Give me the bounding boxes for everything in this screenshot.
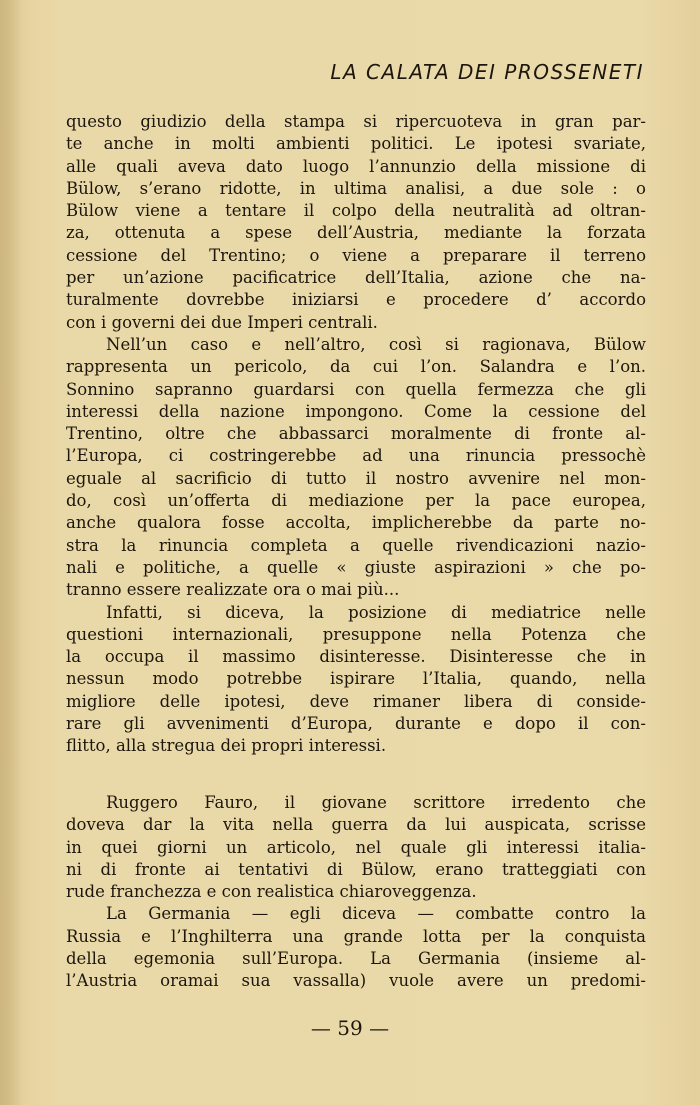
text-line: anche qualora fosse accolta, implicherebbe da parte no- (66, 513, 646, 533)
text-line: la occupa il massimo disinteresse. Disinteresse che in (66, 647, 646, 667)
text-line: nessun modo potrebbe ispirare l’Italia, quando, nella (66, 669, 646, 689)
text-line: in quei giorni un articolo, nel quale gli interessi italia- (66, 837, 646, 857)
text-line: Ruggero Fauro, il giovane scrittore irredento che (106, 793, 646, 812)
text-line: eguale al sacrificio di tutto il nostro avvenire nel mon- (66, 468, 646, 488)
page-number: — 59 — (310, 1016, 390, 1040)
page-spine-shadow (0, 0, 22, 1105)
text-line: te anche in molti ambienti politici. Le ipotesi svariate, (66, 134, 646, 154)
text-line: za, ottenuta a spese dell’Austria, mediante la forzata (66, 223, 646, 243)
text-line: turalmente dovrebbe iniziarsi e procedere d’ accordo (66, 290, 646, 310)
text-line: Nell’un caso e nell’altro, così si ragionava, Bülow (106, 334, 646, 354)
text-line: l’Austria oramai sua vassalla) vuole avere un predomi- (66, 971, 646, 991)
text-line: per un’azione pacificatrice dell’Italia, azione che na- (66, 268, 646, 288)
text-line: stra la rinuncia completa a quelle rivendicazioni nazio- (66, 535, 646, 555)
text-line: nali e politiche, a quelle « giuste aspirazioni » che po- (66, 557, 646, 577)
text-block-1 (66, 111, 646, 758)
text-line: interessi della nazione impongono. Come la cessione del (66, 401, 646, 421)
text-line: questo giudizio della stampa si ripercuoteva in gran par- (66, 112, 646, 131)
text-line: Russia e l’Inghilterra una grande lotta per la conquista (66, 926, 646, 946)
text-line: doveva dar la vita nella guerra da lui auspicata, scrisse (66, 815, 646, 835)
text-line: rude franchezza e con realistica chiaroveggenza. (66, 882, 477, 902)
text-line: migliore delle ipotesi, deve rimaner libera di conside- (66, 691, 646, 711)
text-line: l’Europa, ci costringerebbe ad una rinuncia pressochè (66, 446, 646, 466)
text-line: La Germania — egli diceva — combatte contro la (106, 904, 646, 924)
text-block-2 (66, 792, 646, 993)
text-line: della egemonia sull’Europa. La Germania (insieme al- (66, 949, 646, 969)
text-line: tranno essere realizzate ora o mai più... (66, 580, 400, 600)
text-line: Trentino, oltre che abbassarci moralmente di fronte al- (66, 424, 646, 444)
text-line: questioni internazionali, presuppone nella Potenza che (66, 624, 646, 644)
text-line: Bülow viene a tentare il colpo della neutralità ad oltran- (66, 201, 646, 221)
text-line: rappresenta un pericolo, da cui l’on. Salandra e l’on. (66, 357, 646, 377)
text-line: ni di fronte ai tentativi di Bülow, erano tratteggiati con (66, 859, 646, 879)
text-line: Bülow, s’erano ridotte, in ultima analisi, a due sole : o (66, 178, 646, 198)
text-line: con i governi dei due Imperi centrali. (66, 312, 378, 332)
text-line: flitto, alla stregua dei propri interessi. (66, 736, 387, 756)
text-line: Infatti, si diceva, la posizione di mediatrice nelle (106, 602, 646, 622)
text-line: Sonnino sapranno guardarsi con quella fermezza che gli (66, 379, 646, 399)
text-line: do, così un’offerta di mediazione per la pace europea, (66, 491, 646, 511)
running-head: LA CALATA DEI PROSSENETI (330, 60, 644, 84)
text-line: cessione del Trentino; o viene a preparare il terreno (66, 245, 646, 265)
text-line: alle quali aveva dato luogo l’annunzio della missione di (66, 156, 646, 176)
text-line: rare gli avvenimenti d’Europa, durante e dopo il con- (66, 714, 646, 734)
